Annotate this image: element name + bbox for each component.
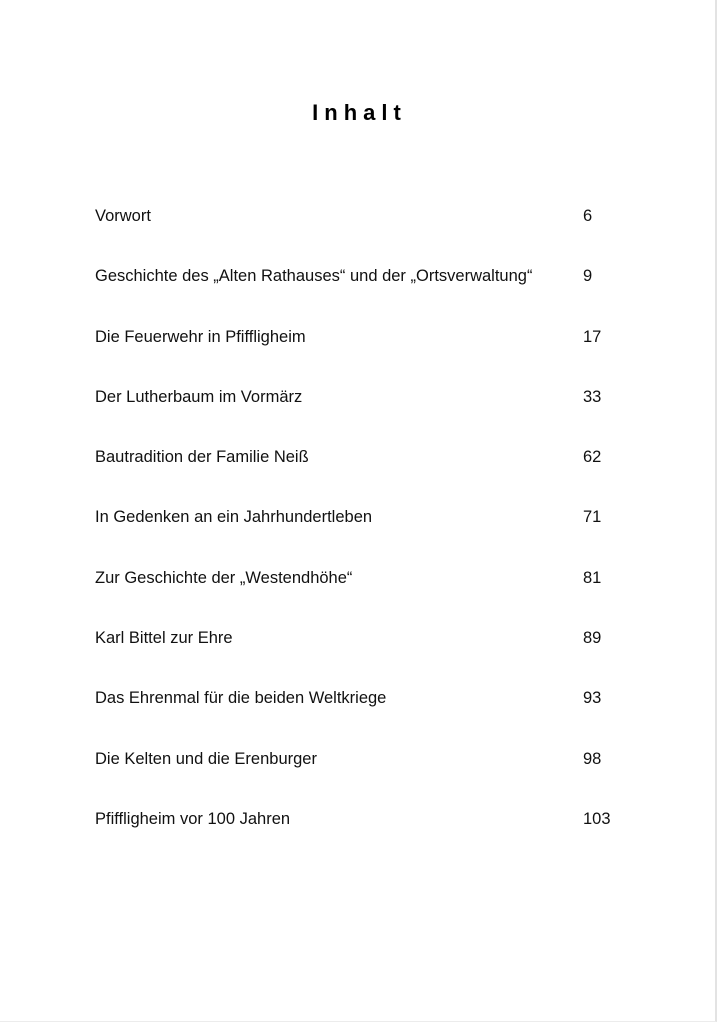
toc-entry-title: Geschichte des „Alten Rathauses“ und der „Ortsverwaltung“ bbox=[95, 267, 533, 286]
toc-entry-title: Das Ehrenmal für die beiden Weltkriege bbox=[95, 689, 387, 708]
toc-entry-kelten bbox=[95, 746, 625, 806]
toc-entry-title: Die Kelten und die Erenburger bbox=[95, 749, 317, 768]
toc-entry-title: Karl Bittel zur Ehre bbox=[95, 629, 233, 648]
page-title: Inhalt bbox=[312, 100, 407, 125]
toc-entry-title: Zur Geschichte der „Westendhöhe“ bbox=[95, 568, 353, 587]
toc-entry-rathaus bbox=[95, 263, 625, 323]
toc-entry-page-number: 71 bbox=[583, 508, 602, 527]
toc-entry-title: Der Lutherbaum im Vormärz bbox=[95, 387, 303, 406]
toc-entry-ehrenmal bbox=[95, 685, 625, 745]
toc-entry-page-number: 93 bbox=[583, 689, 602, 708]
toc-entry-page-number: 6 bbox=[583, 207, 593, 225]
toc-entry-title: Die Feuerwehr in Pfiffligheim bbox=[95, 327, 306, 346]
toc-entry-page-number: 33 bbox=[583, 387, 602, 406]
toc-entry-bautradition bbox=[95, 444, 625, 504]
toc-entry-title: In Gedenken an ein Jahrhundertleben bbox=[95, 508, 373, 527]
toc-entry-karl-bittel bbox=[95, 625, 625, 685]
toc-entry-page-number: 62 bbox=[583, 448, 602, 467]
toc-entry-westendhoehe bbox=[95, 565, 625, 625]
toc-entry-page-number: 9 bbox=[583, 267, 593, 286]
toc-entry-lutherbaum bbox=[95, 384, 625, 444]
toc-entry-title: Vorwort bbox=[95, 207, 151, 225]
toc-entry-title: Pfiffligheim vor 100 Jahren bbox=[95, 809, 291, 828]
toc-entry-feuerwehr bbox=[95, 324, 625, 384]
toc-entry-vorwort bbox=[95, 203, 625, 263]
toc-entry-title: Bautradition der Familie Neiß bbox=[95, 448, 309, 467]
toc-entry-page-number: 17 bbox=[583, 327, 602, 346]
toc-entry-page-number: 103 bbox=[583, 809, 611, 828]
table-of-contents bbox=[95, 203, 625, 866]
toc-entry-page-number: 81 bbox=[583, 568, 602, 587]
toc-entry-vor-100-jahren bbox=[95, 806, 625, 866]
toc-entry-page-number: 89 bbox=[583, 629, 602, 648]
toc-entry-page-number: 98 bbox=[583, 749, 602, 768]
toc-entry-gedenken bbox=[95, 504, 625, 564]
